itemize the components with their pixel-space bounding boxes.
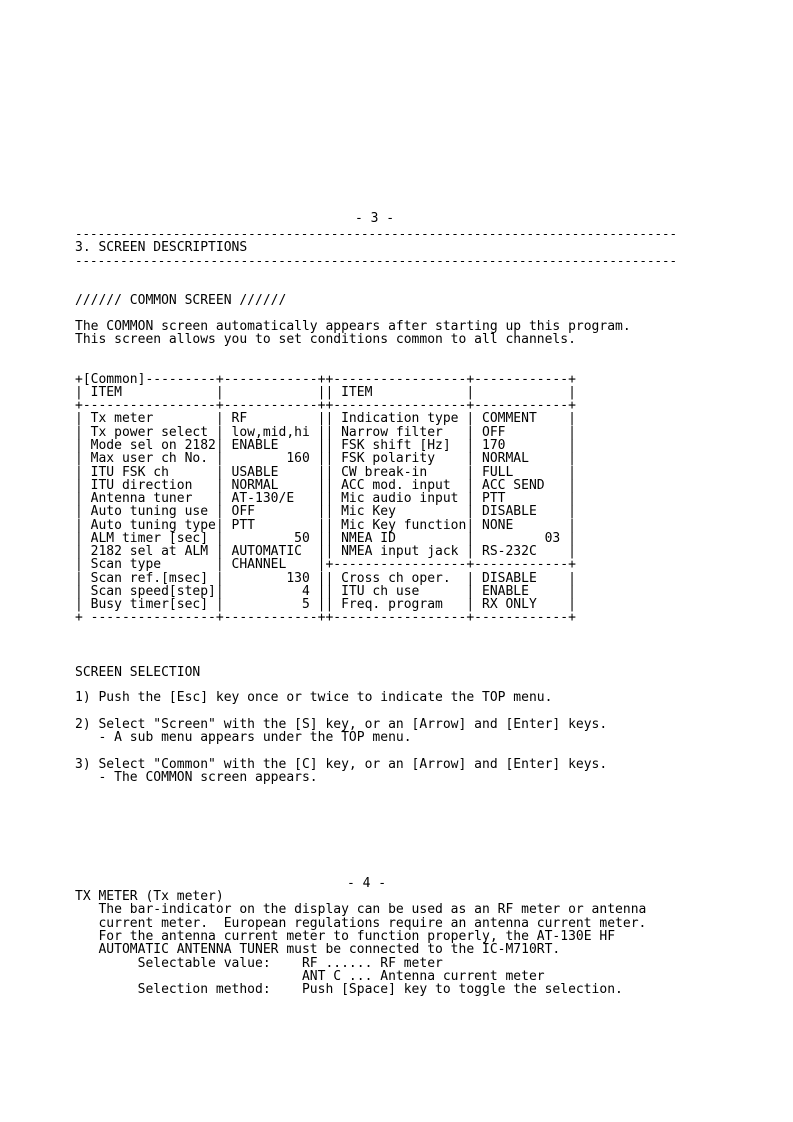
section-rule-top: -------------------------------------------------------------------------------- (75, 226, 678, 241)
tx-meter-line: current meter. European regulations require an antenna current meter. (75, 916, 647, 931)
tx-meter-line: ANT C ... Antenna current meter (75, 969, 545, 984)
intro-line: This screen allows you to set conditions common to all channels. (75, 332, 576, 347)
step-line: 3) Select "Common" with the [C] key, or an [Arrow] and [Enter] keys. (75, 757, 608, 772)
step-line: - The COMMON screen appears. (75, 770, 318, 785)
step-line: - A sub menu appears under the TOP menu. (75, 730, 412, 745)
table-row: | ALM timer [sec] | 50 || NMEA ID | 03 | (75, 531, 576, 546)
table-line: +[Common]---------+------------++-----------------+------------+ (75, 372, 576, 387)
step-line: 1) Push the [Esc] key once or twice to indicate the TOP menu. (75, 690, 553, 705)
tx-meter-line: The bar-indicator on the display can be used as an RF meter or antenna (75, 902, 647, 917)
table-line: +-----------------+------------++-----------------+------------+ (75, 398, 576, 413)
table-line: + ----------------+------------++-----------------+------------+ (75, 610, 576, 625)
table-row: | Auto tuning use | OFF || Mic Key | DISABLE | (75, 504, 576, 519)
step-line: 2) Select "Screen" with the [S] key, or an [Arrow] and [Enter] keys. (75, 717, 608, 732)
table-line: | ITEM | || ITEM | | (75, 385, 576, 400)
table-row: | Tx power select | low,mid,hi || Narrow filter | OFF | (75, 425, 576, 440)
table-row: | ITU direction | NORMAL || ACC mod. input | ACC SEND | (75, 478, 576, 493)
table-row: | Tx meter | RF || Indication type | COMMENT | (75, 411, 576, 426)
table-row: | Auto tuning type| PTT || Mic Key function| NONE | (75, 518, 576, 533)
common-screen-heading: ////// COMMON SCREEN ////// (75, 293, 287, 308)
tx-meter-line: Selection method: Push [Space] key to toggle the selection. (75, 982, 623, 997)
tx-meter-line: Selectable value: RF ...... RF meter (75, 956, 443, 971)
table-row: | Mode sel on 2182| ENABLE || FSK shift [Hz] | 170 | (75, 438, 576, 453)
table-row: | Antenna tuner | AT-130/E || Mic audio input | PTT | (75, 491, 576, 506)
table-row: | Busy timer[sec] | 5 || Freq. program | RX ONLY | (75, 597, 576, 612)
table-row: | Max user ch No. | 160 || FSK polarity | NORMAL | (75, 451, 576, 466)
table-row: | Scan type | CHANNEL |+-----------------+------------+ (75, 557, 576, 572)
tx-meter-line: For the antenna current meter to function properly, the AT-130E HF (75, 929, 616, 944)
table-row: | ITU FSK ch | USABLE || CW break-in | FULL | (75, 465, 576, 480)
tx-meter-heading: TX METER (Tx meter) (75, 889, 224, 904)
table-row: | Scan speed[step]| 4 || ITU ch use | ENABLE | (75, 584, 576, 599)
screen-selection-heading: SCREEN SELECTION (75, 665, 201, 680)
page-number-bottom: - 4 - (347, 876, 387, 891)
page-number-top: - 3 - (355, 211, 395, 226)
table-row: | 2182 sel at ALM | AUTOMATIC || NMEA input jack | RS-232C | (75, 544, 576, 559)
tx-meter-line: AUTOMATIC ANTENNA TUNER must be connected to the IC-M710RT. (75, 942, 561, 957)
table-row: | Scan ref.[msec] | 130 || Cross ch oper. | DISABLE | (75, 571, 576, 586)
section-rule-bottom: -------------------------------------------------------------------------------- (75, 253, 678, 268)
section-title: 3. SCREEN DESCRIPTIONS (75, 240, 248, 255)
intro-line: The COMMON screen automatically appears after starting up this program. (75, 319, 631, 334)
